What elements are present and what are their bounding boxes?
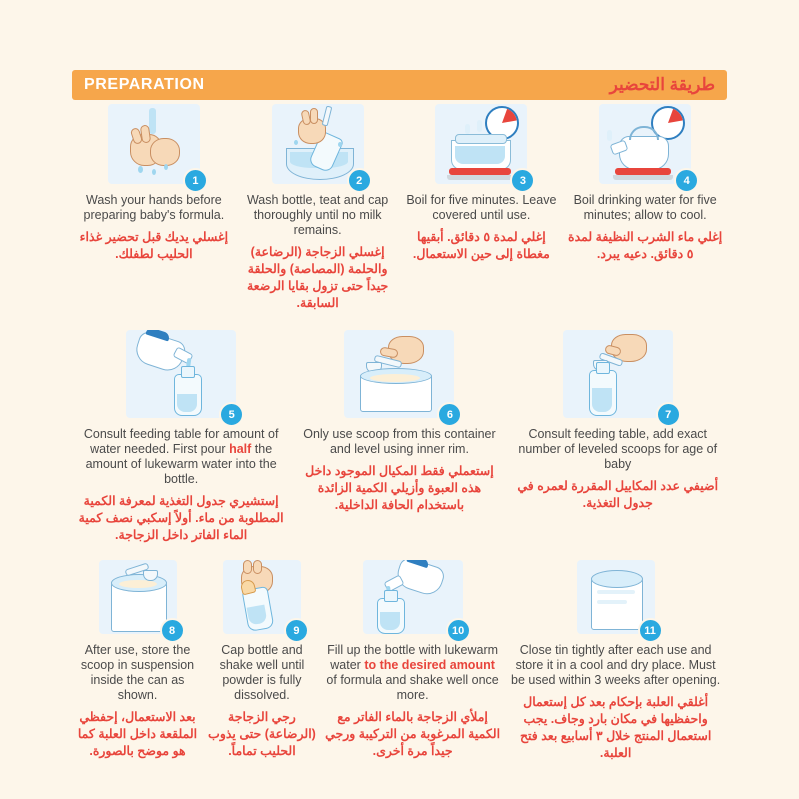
step-caption-en: After use, store the scoop in suspension inside the can as shown. [80,643,195,702]
pouring-water-into-bottle-icon [126,330,236,421]
steps-container [72,104,727,762]
steps-row-3 [72,560,727,762]
step-8 [72,560,203,762]
step-badge: 10 [446,618,471,643]
step-caption-en: Wash your hands before preparing baby's formula. [83,193,225,222]
step-badge: 9 [284,618,309,643]
step-5 [72,330,290,544]
washing-hands-icon [108,104,200,187]
step-badge: 2 [347,168,372,193]
step-caption-ar: إملأي الزجاجة بالماء الفاتر مع الكمية المرغوبة من التركيبة ورجي جيداً مرة أخرى. [325,710,501,758]
boiling-kettle-icon [599,104,691,187]
step-caption-ar: إغلي لمدة ٥ دقائق. أبقيها مغطاة إلى حين الاستعمال. [412,230,550,261]
step-badge: 6 [437,402,462,427]
step-caption-ar: بعد الاستعمال، إحفظي الملقعة داخل العلبة كما هو موضح بالصورة. [77,710,198,758]
step-badge: 4 [674,168,699,193]
steps-row-2 [72,330,727,544]
step-9 [203,560,321,762]
step-caption-ar: رجي الزجاجة (الرضاعة) حتى يذوب الحليب تماماً. [208,710,316,758]
step-6 [290,330,508,544]
step-4 [563,104,727,312]
step-caption-ar: إستعملي فقط المكيال الموجود داخل هذه العبوة وأزيلي الكمية الزائدة باستخدام الحافة الداخلية. [305,464,494,512]
step-caption-ar: إغسلي الزجاجة (الرضاعة) والحلمة (المصاصة) والحلقة جيداً حتى تزول بقايا الرضعة السابقة. [246,245,389,310]
step-caption-en: Boil drinking water for five minutes; allow to cool. [573,193,717,222]
step-caption-en: Boil for five minutes. Leave covered until use. [406,193,557,222]
step-caption-en: Consult feeding table for amount of water needed. First pour half the amount of lukewarm water into the bottle. [83,427,279,486]
filling-bottle-icon [363,560,465,637]
step-badge: 11 [638,618,663,643]
step-11 [504,560,727,762]
step-1 [72,104,236,312]
scoop-leveling-icon [344,330,454,421]
header-title-ar: طريقة التحضير [609,75,715,94]
step-caption-ar: أغلقي العلبة بإحكام بعد كل إستعمال واحفظيها في مكان بارد وجاف. يجب استعمال المنتج خلال ٣ أسابيع بعد فتح العلبة. [519,695,712,760]
boiling-pot-icon [435,104,527,187]
step-caption-ar: إغسلي يديك قبل تحضير غذاء الحليب لطفلك. [79,230,229,261]
step-caption-en: Wash bottle, teat and cap thoroughly until no milk remains. [246,193,389,237]
section-header [72,70,727,100]
step-badge: 3 [510,168,535,193]
header-title-en: PREPARATION [84,76,205,93]
step-2 [236,104,400,312]
step-7 [509,330,727,544]
step-3 [400,104,564,312]
step-caption-en: Fill up the bottle with lukewarm water to the desired amount of formula and shake well once more. [326,643,499,702]
step-badge: 1 [183,168,208,193]
adding-scoops-icon [563,330,673,421]
shaking-bottle-icon [223,560,301,637]
step-10 [321,560,504,762]
step-caption-en: Cap bottle and shake well until powder is fully dissolved. [219,643,305,702]
step-caption-ar: أضيفي عدد المكاييل المقررة لعمره في جدول التغذية. [517,479,719,510]
step-caption-ar: إستشيري جدول التغذية لمعرفة الكمية المطلوبة من ماء. أولاً إسكبي نصف كمية الماء الفاتر داخل الزجاجة. [78,494,284,542]
step-caption-en: Consult feeding table, add exact number of leveled scoops for age of baby [518,427,718,471]
step-caption-ar: إغلي ماء الشرب النظيفة لمدة ٥ دقائق. دعيه يبرد. [568,230,723,261]
scoop-in-tin-icon [99,560,177,637]
step-caption-en: Close tin tightly after each use and store it in a cool and dry place. Must be used within 3 weeks after opening. [511,643,721,687]
step-badge: 7 [656,402,681,427]
closed-tin-icon [577,560,656,637]
step-badge: 5 [219,402,244,427]
step-badge: 8 [160,618,185,643]
washing-bottle-icon [272,104,364,187]
step-caption-en: Only use scoop from this container and level using inner rim. [303,427,496,456]
steps-row-1 [72,104,727,312]
